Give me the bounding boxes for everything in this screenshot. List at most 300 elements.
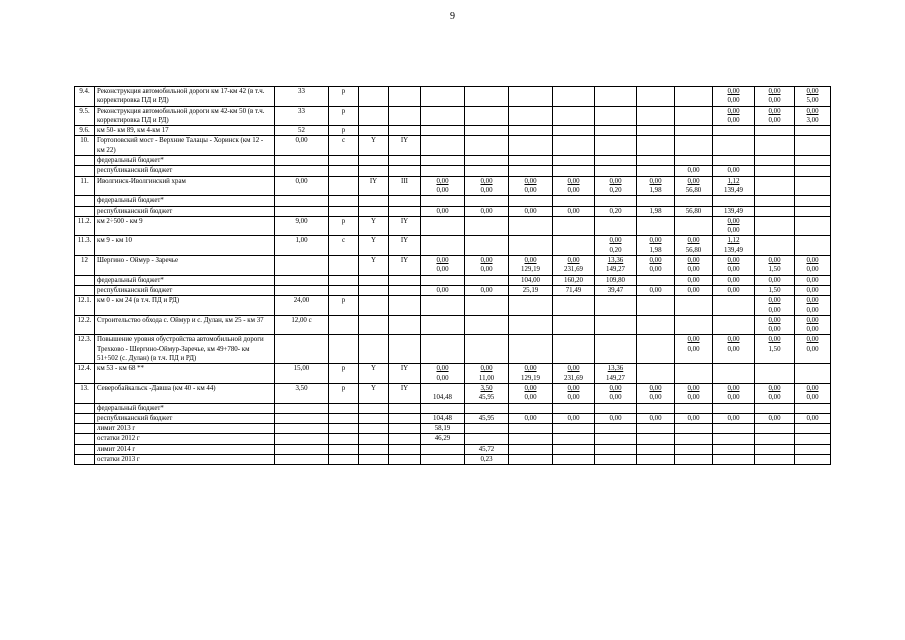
length-cell: 33 — [275, 87, 329, 107]
class-cell: Y — [359, 236, 389, 256]
technical-category-cell — [389, 413, 421, 423]
length-cell — [275, 335, 329, 364]
value-bottom: 139,49 — [724, 246, 743, 254]
value-top: 13,36 — [607, 365, 624, 373]
value-top: 0,00 — [687, 237, 700, 245]
value-top: 0,00 — [806, 384, 819, 392]
value-cell: 139,49 — [713, 206, 755, 216]
table-body — [75, 87, 831, 465]
value-cell — [421, 136, 465, 156]
value-cell — [755, 87, 795, 107]
value-cell — [595, 126, 637, 136]
class-cell: Y — [359, 136, 389, 156]
table-row — [75, 87, 831, 107]
technical-category-cell — [389, 403, 421, 413]
value-cell — [713, 335, 755, 364]
technical-category-cell — [389, 315, 421, 335]
value-cell — [755, 434, 795, 444]
value-cell — [713, 364, 755, 384]
class-cell — [359, 285, 389, 295]
value-cell — [755, 156, 795, 166]
value-bottom: 0,00 — [687, 345, 700, 353]
value-cell — [465, 236, 509, 256]
length-cell — [275, 206, 329, 216]
row-name-cell: Строительство обхода с. Оймур и с. Дулан, км 25 - км 37 — [95, 315, 275, 335]
row-number-cell — [75, 454, 95, 464]
value-top: 0,00 — [806, 88, 819, 95]
value-bottom: 104,48 — [433, 394, 452, 402]
value-top: 0,00 — [806, 316, 819, 324]
value-cell — [675, 256, 713, 276]
value-cell: 0,00 — [553, 206, 595, 216]
value-top — [423, 384, 462, 393]
value-cell — [595, 296, 637, 316]
row-name-cell: Иволгинск-Иволгинский храм — [95, 176, 275, 196]
table-row — [75, 444, 831, 454]
value-cell — [509, 434, 553, 444]
value-cell — [637, 383, 675, 403]
value-cell — [509, 136, 553, 156]
row-name-cell: республиканский бюджет — [95, 285, 275, 295]
value-cell — [675, 315, 713, 335]
value-cell: 0,00 — [595, 413, 637, 423]
value-cell — [553, 403, 595, 413]
length-cell — [275, 156, 329, 166]
category-cell — [329, 156, 359, 166]
value-bottom: 0,00 — [768, 326, 781, 334]
value-top: 0,00 — [567, 365, 580, 373]
category-cell: р — [329, 383, 359, 403]
value-top: 0,00 — [649, 257, 662, 265]
value-cell: 0,20 — [595, 206, 637, 216]
value-bottom: 231,69 — [564, 266, 583, 274]
value-bottom: 0,00 — [436, 374, 449, 382]
value-cell — [637, 275, 675, 285]
value-cell — [465, 403, 509, 413]
value-bottom: 0,00 — [768, 97, 781, 105]
value-cell — [795, 206, 831, 216]
value-cell — [755, 136, 795, 156]
length-cell: 3,50 — [275, 383, 329, 403]
value-cell — [713, 156, 755, 166]
row-number-cell: 13. — [75, 383, 95, 403]
value-bottom: 11,00 — [478, 374, 495, 382]
value-cell — [795, 434, 831, 444]
class-cell — [359, 434, 389, 444]
class-cell: Y — [359, 383, 389, 403]
value-cell — [553, 126, 595, 136]
length-cell: 33 — [275, 106, 329, 126]
value-bottom: 129,19 — [521, 266, 540, 274]
value-cell — [421, 156, 465, 166]
value-cell — [675, 236, 713, 256]
value-cell — [755, 335, 795, 364]
value-cell — [465, 176, 509, 196]
length-cell — [275, 434, 329, 444]
row-name-cell: федеральный бюджет* — [95, 196, 275, 206]
value-cell — [553, 315, 595, 335]
value-cell — [465, 383, 509, 403]
value-cell — [713, 454, 755, 464]
row-name-cell: Повышение уровня обустройства автомобильной дороги Трехково - Шергино-Оймур-Заречье, км 49+780- км 51+502 (с. Дулан) (в т.ч. ПД и РД) — [95, 335, 275, 364]
value-cell: 0,00 — [421, 206, 465, 216]
value-cell — [755, 196, 795, 206]
value-cell: 0,00 — [421, 285, 465, 295]
table-row — [75, 413, 831, 423]
value-top: 0,00 — [480, 177, 493, 185]
value-cell — [755, 126, 795, 136]
value-cell — [509, 216, 553, 236]
class-cell: Y — [359, 256, 389, 276]
value-cell — [637, 256, 675, 276]
value-bottom: 0,00 — [768, 394, 781, 402]
value-bottom: 1,98 — [649, 186, 662, 194]
value-cell — [421, 216, 465, 236]
value-cell — [795, 383, 831, 403]
value-top: 0,00 — [768, 107, 781, 115]
value-cell — [465, 166, 509, 176]
value-cell — [713, 236, 755, 256]
table-row — [75, 454, 831, 464]
value-cell — [595, 315, 637, 335]
value-bottom: 0,00 — [727, 394, 740, 402]
value-cell: 0,00 — [755, 413, 795, 423]
value-cell: 0,00 — [509, 206, 553, 216]
value-cell — [421, 106, 465, 126]
class-cell: Y — [359, 364, 389, 384]
row-number-cell — [75, 275, 95, 285]
row-number-cell: 12.3. — [75, 335, 95, 364]
value-cell — [675, 383, 713, 403]
value-cell — [755, 106, 795, 126]
value-cell: 160,20 — [553, 275, 595, 285]
row-name-cell: лимит 2013 г — [95, 424, 275, 434]
class-cell: IY — [359, 176, 389, 196]
value-cell — [421, 126, 465, 136]
value-bottom: 0,00 — [806, 306, 819, 314]
value-cell — [755, 296, 795, 316]
row-number-cell: 9.4. — [75, 87, 95, 107]
value-cell: 0,00 — [675, 166, 713, 176]
row-number-cell — [75, 434, 95, 444]
value-cell — [795, 315, 831, 335]
value-cell — [637, 315, 675, 335]
value-cell — [595, 216, 637, 236]
row-number-cell — [75, 413, 95, 423]
value-cell — [637, 454, 675, 464]
value-cell — [465, 424, 509, 434]
value-cell — [637, 196, 675, 206]
value-cell: 0,00 — [713, 285, 755, 295]
value-cell — [595, 434, 637, 444]
class-cell — [359, 87, 389, 107]
value-cell — [795, 256, 831, 276]
table-row — [75, 275, 831, 285]
row-number-cell — [75, 444, 95, 454]
value-cell — [675, 434, 713, 444]
table-row — [75, 166, 831, 176]
value-cell: 46,29 — [421, 434, 465, 444]
class-cell — [359, 335, 389, 364]
row-number-cell — [75, 156, 95, 166]
value-bottom: 0,00 — [480, 186, 493, 194]
row-number-cell — [75, 206, 95, 216]
length-cell — [275, 413, 329, 423]
row-name-cell: республиканский бюджет — [95, 166, 275, 176]
category-cell — [329, 454, 359, 464]
value-cell — [795, 236, 831, 256]
value-cell — [675, 126, 713, 136]
value-cell: 0,00 — [509, 413, 553, 423]
value-cell — [509, 256, 553, 276]
row-number-cell: 9.5. — [75, 106, 95, 126]
value-cell: 25,19 — [509, 285, 553, 295]
value-cell — [553, 166, 595, 176]
value-bottom: 0,00 — [649, 394, 662, 402]
class-cell — [359, 296, 389, 316]
value-bottom: 139,49 — [724, 186, 743, 194]
technical-category-cell: IY — [389, 236, 421, 256]
value-cell — [637, 87, 675, 107]
value-cell — [509, 364, 553, 384]
row-name-cell: республиканский бюджет — [95, 206, 275, 216]
table-row — [75, 196, 831, 206]
value-cell — [509, 444, 553, 454]
category-cell — [329, 275, 359, 285]
value-bottom: 0,00 — [768, 306, 781, 314]
technical-category-cell — [389, 285, 421, 295]
value-top: 0,00 — [806, 336, 819, 344]
row-number-cell: 11.2. — [75, 216, 95, 236]
row-number-cell — [75, 403, 95, 413]
value-cell — [795, 166, 831, 176]
value-cell: 58,19 — [421, 424, 465, 434]
value-cell — [755, 454, 795, 464]
row-number-cell: 12.4. — [75, 364, 95, 384]
technical-category-cell: III — [389, 176, 421, 196]
value-top: 0,00 — [567, 384, 580, 392]
value-cell: 45,95 — [465, 413, 509, 423]
value-cell — [675, 156, 713, 166]
length-cell — [275, 196, 329, 206]
value-cell — [553, 364, 595, 384]
value-bottom: 0,00 — [806, 394, 819, 402]
table-row — [75, 236, 831, 256]
technical-category-cell — [389, 106, 421, 126]
value-bottom: 149,27 — [606, 266, 625, 274]
value-cell — [713, 196, 755, 206]
value-bottom: 0,00 — [727, 116, 740, 124]
row-name-cell: км 0 - км 24 (в т.ч. ПД и РД) — [95, 296, 275, 316]
value-top: 0,00 — [524, 365, 537, 373]
value-cell — [595, 444, 637, 454]
class-cell — [359, 444, 389, 454]
value-top: 0,00 — [436, 177, 449, 185]
value-bottom: 0,00 — [436, 186, 449, 194]
value-cell — [713, 315, 755, 335]
road-program-table — [74, 86, 831, 465]
value-cell — [509, 454, 553, 464]
value-cell: 104,00 — [509, 275, 553, 285]
row-name-cell: км 9 - км 10 — [95, 236, 275, 256]
category-cell: с — [329, 236, 359, 256]
value-cell — [595, 166, 637, 176]
value-cell — [713, 434, 755, 444]
value-cell — [795, 126, 831, 136]
value-cell — [713, 256, 755, 276]
value-bottom: 1,50 — [768, 345, 781, 353]
technical-category-cell — [389, 87, 421, 107]
value-cell — [421, 87, 465, 107]
value-top: 0,00 — [727, 257, 740, 265]
value-cell — [637, 424, 675, 434]
length-cell: 0,00 — [275, 176, 329, 196]
value-bottom: 0,00 — [649, 266, 662, 274]
value-cell — [465, 196, 509, 206]
length-cell: 12,00 с — [275, 315, 329, 335]
value-cell — [509, 196, 553, 206]
value-top: 0,00 — [768, 316, 781, 324]
table-row — [75, 434, 831, 444]
row-number-cell — [75, 285, 95, 295]
category-cell: р — [329, 364, 359, 384]
value-cell — [755, 236, 795, 256]
value-cell: 0,00 — [637, 285, 675, 295]
value-cell — [595, 196, 637, 206]
value-cell — [795, 444, 831, 454]
technical-category-cell: IY — [389, 364, 421, 384]
length-cell: 52 — [275, 126, 329, 136]
class-cell: Y — [359, 216, 389, 236]
value-cell — [755, 364, 795, 384]
length-cell — [275, 256, 329, 276]
value-cell — [509, 126, 553, 136]
length-cell — [275, 454, 329, 464]
value-cell — [553, 434, 595, 444]
value-cell — [509, 87, 553, 107]
value-cell — [509, 176, 553, 196]
value-cell — [465, 156, 509, 166]
value-cell — [755, 444, 795, 454]
value-cell — [795, 156, 831, 166]
length-cell — [275, 424, 329, 434]
row-name-cell: Реконструкция автомобильной дороги км 42-км 50 (в т.ч. корректировка ПД и РД) — [95, 106, 275, 126]
value-bottom: 0,00 — [806, 345, 819, 353]
table-row — [75, 126, 831, 136]
value-cell — [421, 454, 465, 464]
value-cell — [553, 335, 595, 364]
length-cell — [275, 275, 329, 285]
value-cell — [675, 87, 713, 107]
value-cell: 109,80 — [595, 275, 637, 285]
value-top: 1,12 — [727, 177, 740, 185]
value-bottom: 0,00 — [806, 326, 819, 334]
value-top: 0,00 — [567, 177, 580, 185]
value-cell — [421, 176, 465, 196]
value-top: 0,00 — [436, 365, 449, 373]
table-row — [75, 216, 831, 236]
row-name-cell: остатки 2013 г — [95, 454, 275, 464]
value-top: 0,00 — [768, 336, 781, 344]
value-top: 0,00 — [727, 88, 740, 95]
value-cell: 71,49 — [553, 285, 595, 295]
value-cell — [755, 424, 795, 434]
value-cell — [509, 424, 553, 434]
class-cell — [359, 166, 389, 176]
value-top: 0,00 — [649, 384, 662, 392]
value-top: 0,00 — [806, 257, 819, 265]
value-cell — [675, 196, 713, 206]
category-cell: с — [329, 136, 359, 156]
value-bottom: 0,00 — [687, 266, 700, 274]
value-cell: 0,00 — [795, 413, 831, 423]
value-cell — [465, 216, 509, 236]
value-top: 0,00 — [727, 107, 740, 115]
value-cell — [675, 136, 713, 156]
category-cell — [329, 335, 359, 364]
category-cell: р — [329, 106, 359, 126]
row-number-cell — [75, 424, 95, 434]
value-cell — [675, 424, 713, 434]
length-cell: 0,00 — [275, 136, 329, 156]
value-cell — [795, 403, 831, 413]
value-cell — [421, 196, 465, 206]
value-top: 0,00 — [649, 177, 662, 185]
value-cell — [465, 87, 509, 107]
value-cell — [421, 364, 465, 384]
value-bottom: 0,00 — [436, 266, 449, 274]
value-cell — [755, 403, 795, 413]
table-row — [75, 383, 831, 403]
value-cell — [553, 136, 595, 156]
value-cell — [637, 106, 675, 126]
value-cell — [421, 236, 465, 256]
value-bottom: 0,20 — [609, 246, 622, 254]
value-cell — [509, 403, 553, 413]
category-cell: р — [329, 126, 359, 136]
row-name-cell: км 50- км 89, км 4-км 17 — [95, 126, 275, 136]
value-cell — [553, 454, 595, 464]
category-cell — [329, 444, 359, 454]
technical-category-cell — [389, 156, 421, 166]
value-cell — [637, 335, 675, 364]
value-top: 0,00 — [480, 365, 493, 373]
row-number-cell: 11. — [75, 176, 95, 196]
value-cell — [421, 444, 465, 454]
value-top: 0,00 — [609, 177, 622, 185]
table-row — [75, 206, 831, 216]
value-cell: 0,00 — [675, 285, 713, 295]
row-name-cell: Гортоповский мост - Верхние Талацы - Хоринск (км 12 - км 22) — [95, 136, 275, 156]
category-cell — [329, 166, 359, 176]
technical-category-cell — [389, 335, 421, 364]
table-row — [75, 285, 831, 295]
value-bottom: 56,80 — [685, 186, 702, 194]
length-cell — [275, 403, 329, 413]
value-cell — [553, 383, 595, 403]
value-cell — [713, 444, 755, 454]
value-top: 0,00 — [524, 384, 537, 392]
value-cell — [595, 236, 637, 256]
value-cell: 0,00 — [713, 413, 755, 423]
value-cell — [795, 136, 831, 156]
value-cell — [637, 136, 675, 156]
row-name-cell: остатки 2012 г — [95, 434, 275, 444]
value-cell — [713, 403, 755, 413]
value-bottom: 1,98 — [649, 246, 662, 254]
value-bottom: 0,00 — [727, 266, 740, 274]
table-row — [75, 424, 831, 434]
